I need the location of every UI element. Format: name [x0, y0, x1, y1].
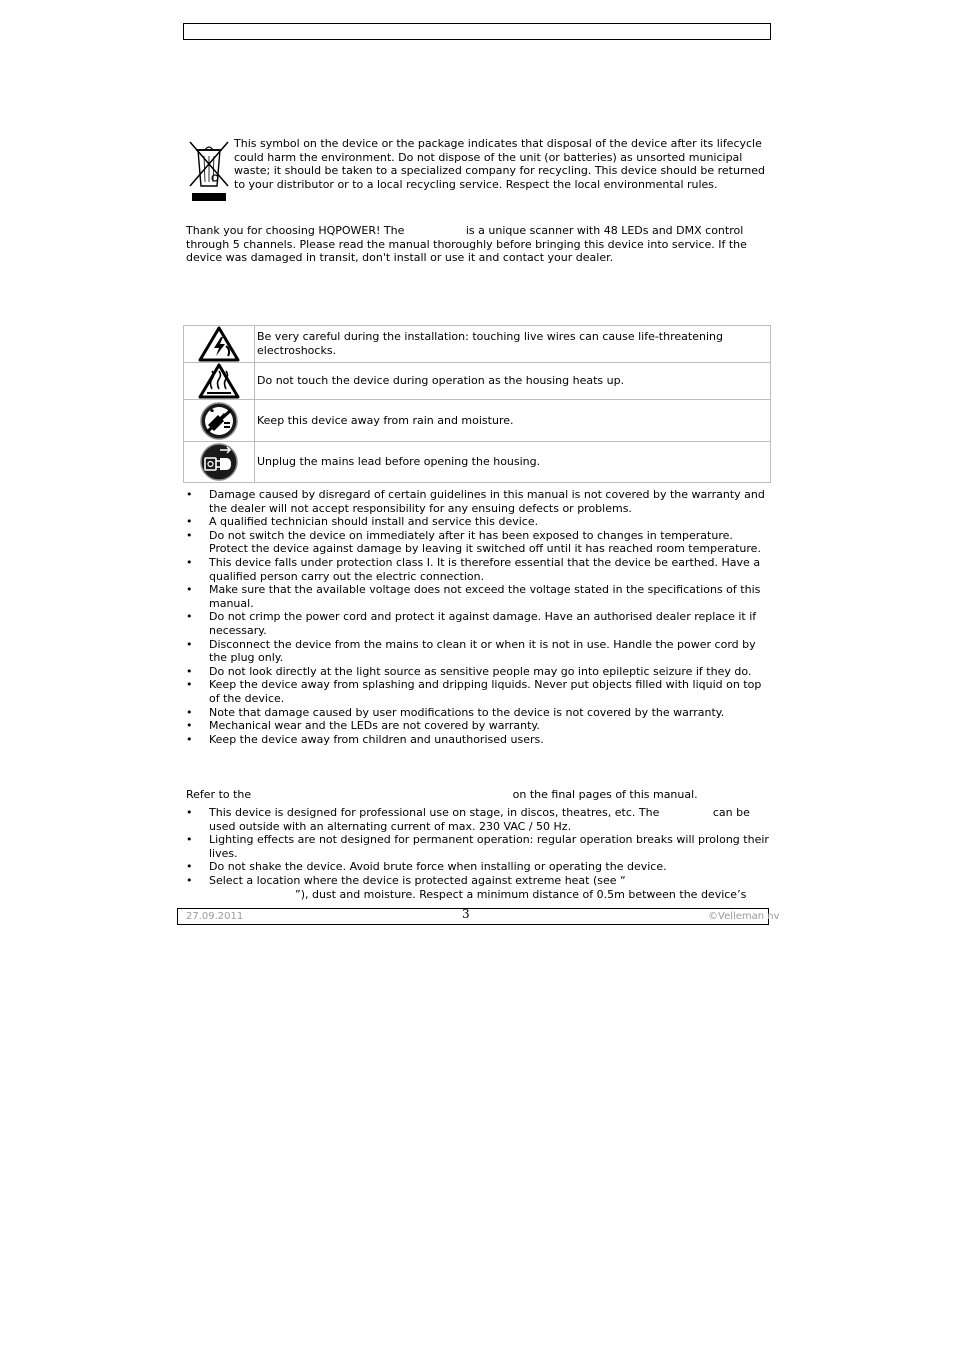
safety-instructions-list: [186, 488, 770, 746]
list-item: • Mechanical wear and the LEDs are not covered by warranty.: [186, 719, 770, 733]
list-item: • This device falls under protection class I. It is therefore essential that the device be earthed. Have a qualified person carry out the electric connection.: [186, 556, 770, 583]
guidelines-refer-text: [186, 788, 770, 802]
list-item: • Note that damage caused by user modifications to the device is not covered by the warranty.: [186, 706, 770, 720]
page-number: 3: [462, 907, 470, 921]
intro-text-before: Thank you for choosing HQPOWER! The: [186, 224, 405, 237]
warning-text: Do not touch the device during operation as the housing heats up.: [255, 363, 771, 400]
header-box: [183, 23, 771, 40]
list-item: • Select a location where the device is protected against extreme heat (see “ ”), dust and moisture. Respect a minimum distance of 0.5m between the device’s: [186, 874, 770, 901]
weee-crossed-bin-icon: [188, 140, 230, 204]
warning-row: [184, 326, 771, 363]
list-item: • Keep the device away from splashing and dripping liquids. Never put objects filled with liquid on top of the device.: [186, 678, 770, 705]
footer-box: [177, 908, 769, 925]
refer-after: on the final pages of this manual.: [512, 788, 698, 801]
list-item: • Do not crimp the power cord and protect it against damage. Have an authorised dealer replace it if necessary.: [186, 610, 770, 637]
list-item: • Do not switch the device on immediately after it has been exposed to changes in temperature. Protect the device against damage by leaving it switched off until it has reached room temperature.: [186, 529, 770, 556]
list-item: • Disconnect the device from the mains to clean it or when it is not in use. Handle the power cord by the plug only.: [186, 638, 770, 665]
warning-text: Unplug the mains lead before opening the housing.: [255, 442, 771, 483]
weee-disposal-text: This symbol on the device or the package indicates that disposal of the device after its lifecycle could harm the environment. Do not dispose of the unit (or batteries) as unsorted municipal waste; it should be taken to a specialized company for recycling. This device should be returned to your distributor or to a local recycling service. Respect the local environmental rules.: [234, 137, 766, 191]
refer-before: Refer to the: [186, 788, 252, 801]
intro-text-after: is a unique scanner with 48 LEDs and DMX control through 5 channels. Please read the manual thoroughly before bringing this device into service. If the device was damaged in transit, don't install or use it and contact your dealer.: [186, 224, 747, 265]
list-item: • Make sure that the available voltage does not exceed the voltage stated in the specifications of this manual.: [186, 583, 770, 610]
list-item: • Lighting effects are not designed for permanent operation: regular operation breaks will prolong their lives.: [186, 833, 770, 860]
warning-row: [184, 363, 771, 400]
guidelines-list: [186, 806, 770, 901]
electric-shock-warning-icon: [198, 326, 240, 362]
footer-date: 27.09.2011: [186, 911, 244, 922]
keep-dry-icon: [198, 401, 240, 441]
safety-warnings-table: [183, 325, 771, 483]
warning-row: [184, 442, 771, 483]
unplug-mains-icon: [198, 442, 240, 482]
list-item: • Do not shake the device. Avoid brute force when installing or operating the device.: [186, 860, 770, 874]
hot-surface-warning-icon: [198, 363, 240, 399]
list-item: • This device is designed for professional use on stage, in discos, theatres, etc. The can be used outside with an alternating current of max. 230 VAC / 50 Hz.: [186, 806, 770, 833]
intro-paragraph: [186, 224, 770, 265]
list-item: • Damage caused by disregard of certain guidelines in this manual is not covered by the warranty and the dealer will not accept responsibility for any ensuing defects or problems.: [186, 488, 770, 515]
list-item: • Do not look directly at the light source as sensitive people may go into epileptic seizure if they do.: [186, 665, 770, 679]
warning-row: [184, 400, 771, 442]
warning-text: Keep this device away from rain and moisture.: [255, 400, 771, 442]
list-item: • Keep the device away from children and unauthorised users.: [186, 733, 770, 747]
list-item: • A qualified technician should install and service this device.: [186, 515, 770, 529]
warning-text: Be very careful during the installation: touching live wires can cause life-threatening electroshocks.: [255, 326, 771, 363]
footer-copyright: ©Velleman nv: [708, 911, 780, 922]
